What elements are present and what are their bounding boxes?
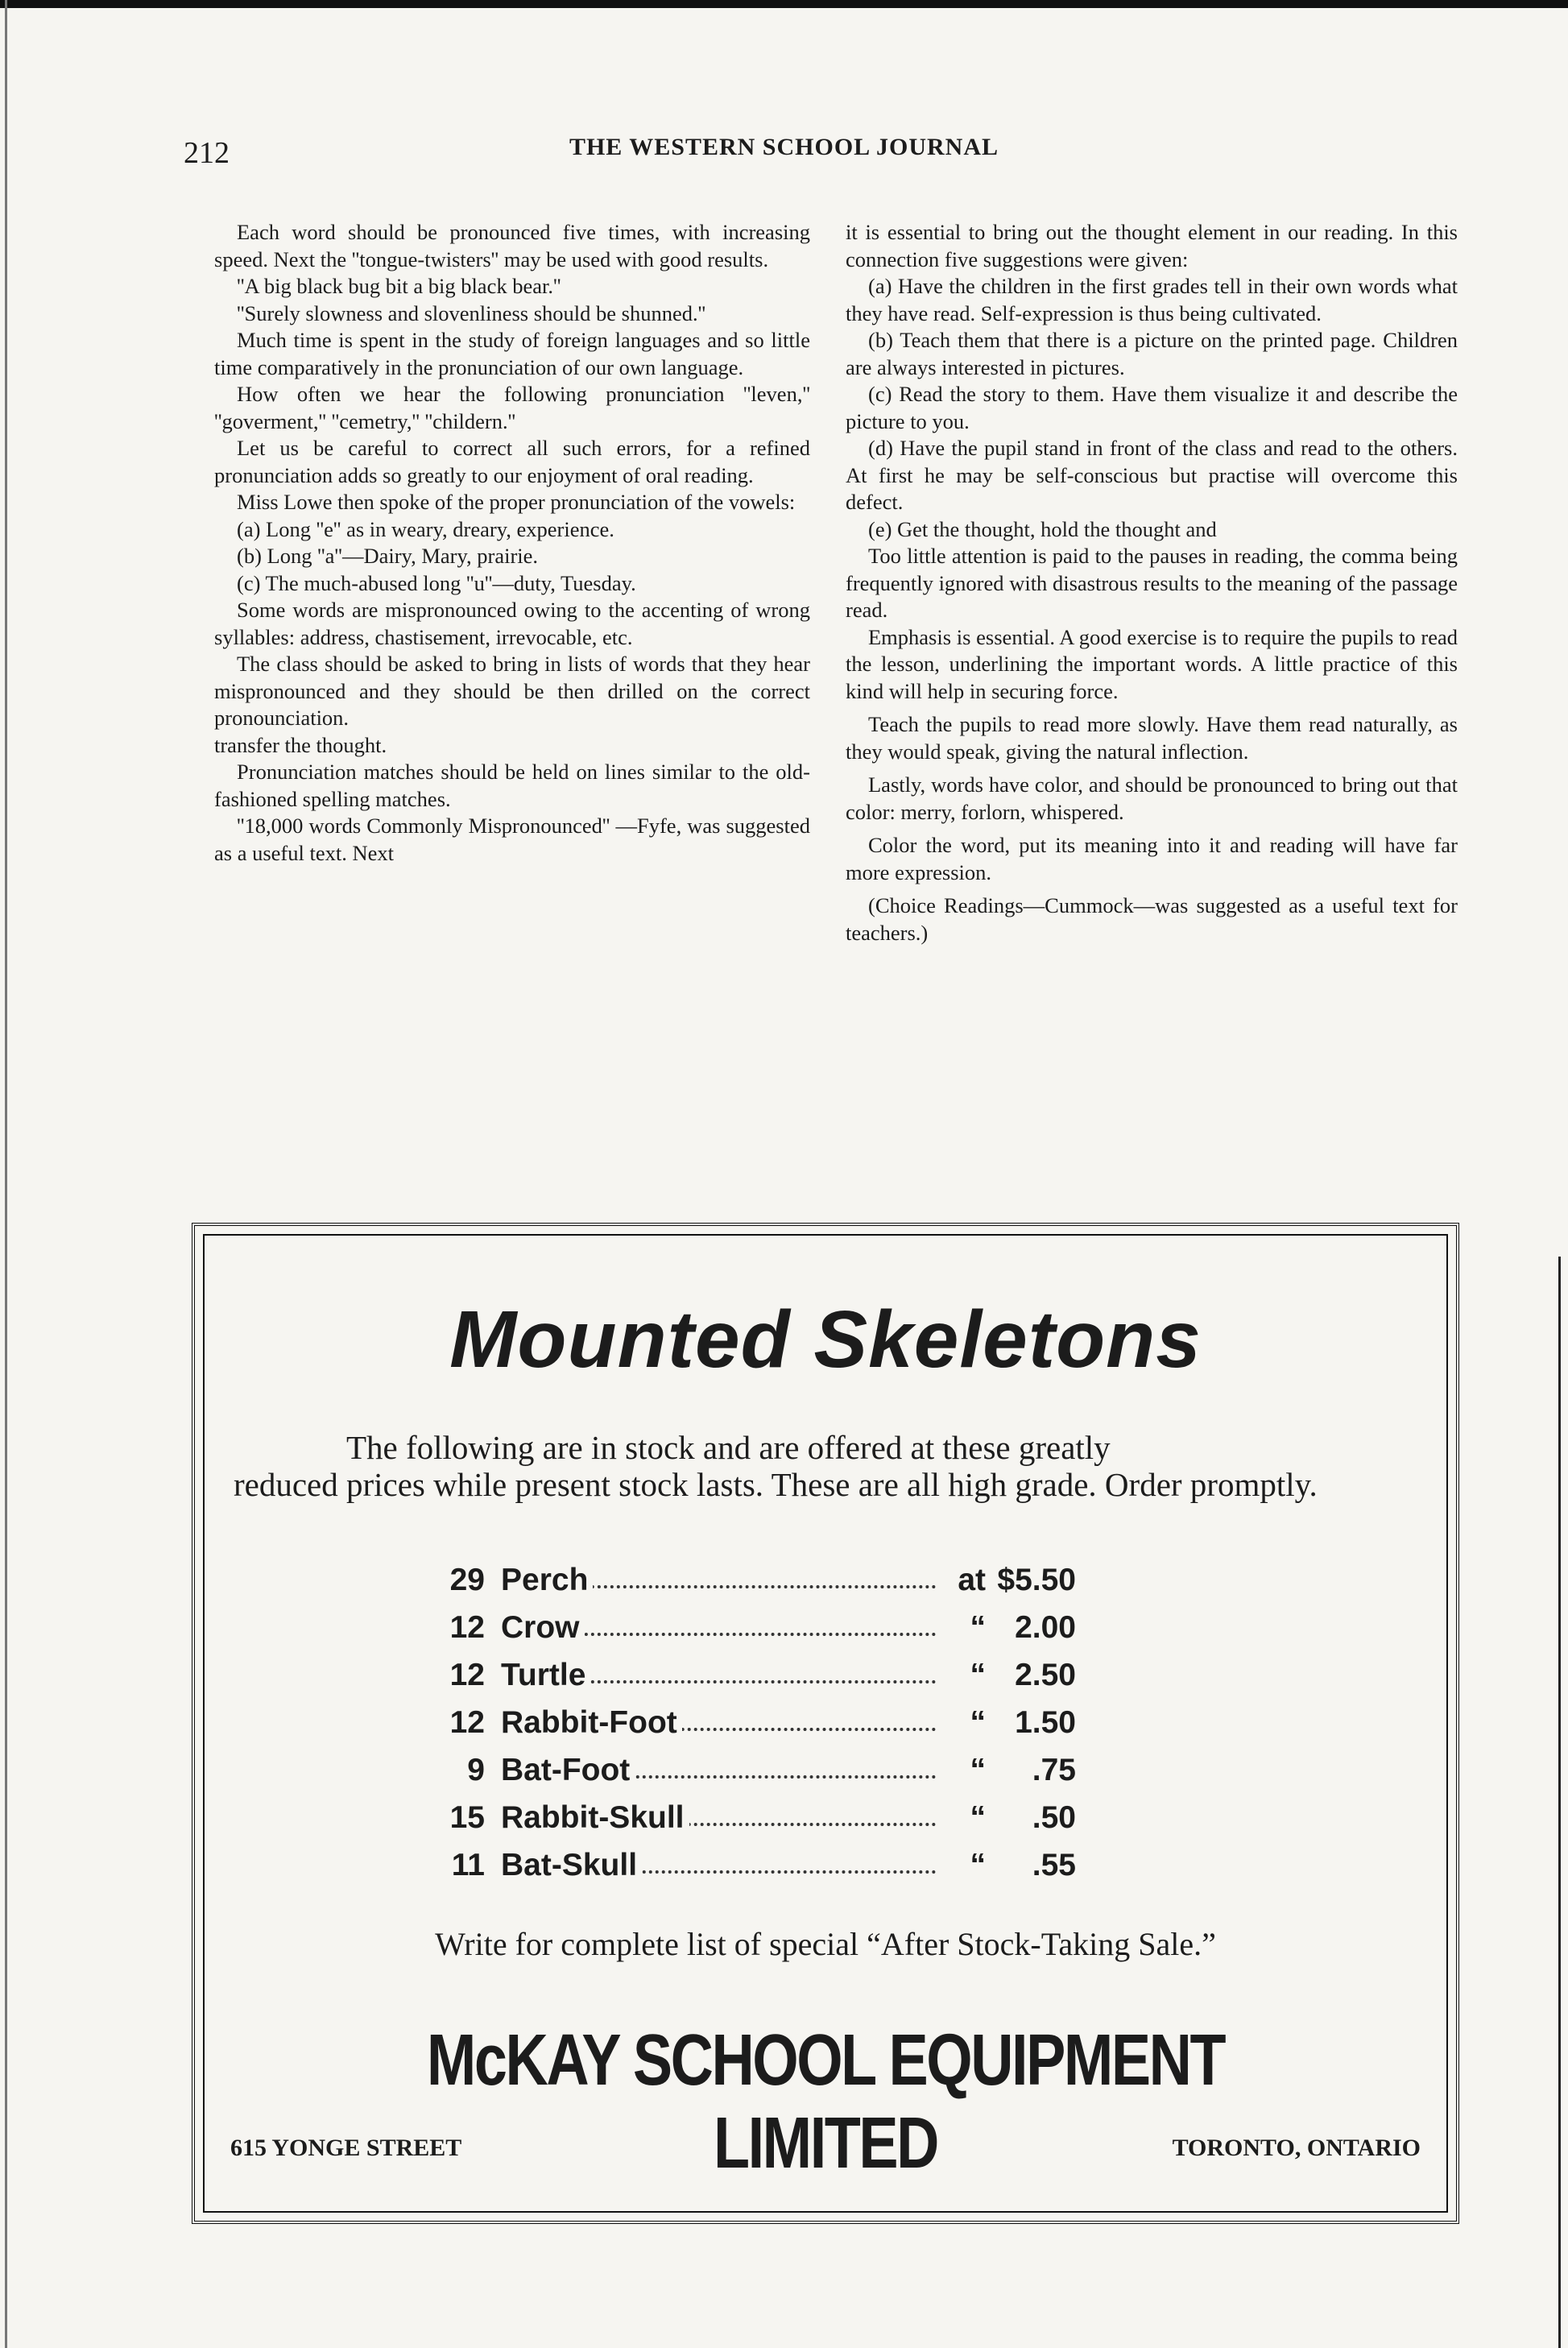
ad-intro-line: reduced prices while present stock lasts. These are all high grade. Order promptly.: [234, 1466, 1318, 1503]
item-name: Bat-Foot: [501, 1753, 635, 1787]
item-quantity: 15: [449, 1800, 485, 1835]
item-price: .75: [1032, 1753, 1076, 1787]
top-border: [0, 0, 1568, 8]
ad-title: Mounted Skeletons: [449, 1294, 1202, 1385]
paragraph: Emphasis is essential. A good exercise is to require the pupils to read the lesson, underlining the important words. A little practice of this kind will help in securing force.: [846, 624, 1458, 703]
item-name: Turtle: [501, 1658, 590, 1692]
item-quantity: 29: [449, 1563, 485, 1597]
street-address: 615 YONGE STREET: [230, 2135, 462, 2161]
item-price-prefix: “: [970, 1658, 986, 1692]
item-price: $5.50: [997, 1563, 1076, 1597]
paragraph: Each word should be pronounced five times, with increasing speed. Next the ''tongue-twisters'' may be used with good results.: [214, 220, 810, 271]
city-address: TORONTO, ONTARIO: [1172, 2135, 1421, 2161]
left-column: [214, 219, 810, 867]
paragraph: (e) Get the thought, hold the thought and: [868, 516, 1217, 541]
paragraph: (Choice Readings—Cummock—was suggested as a useful text for teachers.): [846, 893, 1458, 945]
paragraph: Lastly, words have color, and should be pronounced to bring out that color: merry, forlorn, whispered.: [846, 772, 1458, 824]
paragraph: (d) Have the pupil stand in front of the class and read to the others. At first he may be self-conscious but practise will overcome this defect.: [846, 436, 1458, 514]
item-price-prefix: “: [970, 1753, 986, 1787]
item-name: Rabbit-Foot: [501, 1705, 682, 1740]
paragraph: ''18,000 words Commonly Mispronounced'' —Fyfe, was suggested as a useful text. Next: [214, 814, 810, 865]
paragraph: it is essential to bring out the thought element in our reading. In this connection five suggestions were given:: [846, 220, 1458, 271]
price-list: [436, 1556, 1081, 1889]
price-list-item: [436, 1794, 1081, 1841]
item-price-prefix: “: [970, 1705, 986, 1740]
item-price-prefix: “: [970, 1848, 986, 1882]
paragraph: Pronunciation matches should be held on lines similar to the old-fashioned spelling matches.: [214, 760, 810, 811]
paragraph: Some words are mispronounced owing to the accenting of wrong syllables: address, chastisement, irrevocable, etc.: [214, 598, 810, 649]
paragraph: (a) Long ''e'' as in weary, dreary, experience.: [237, 516, 614, 541]
item-price: .55: [1032, 1848, 1076, 1882]
paragraph: (a) Have the children in the first grades tell in their own words what they have read. Self-expression is thus being cultivated.: [846, 274, 1458, 325]
price-list-item: [436, 1699, 1081, 1746]
paragraph: How often we hear the following pronunciation ''leven,'' ''goverment,'' ''cemetry,'' ''childern.'': [214, 382, 810, 433]
paragraph: ''A big black bug bit a big black bear.'': [237, 274, 561, 298]
price-list-item: [436, 1604, 1081, 1651]
item-quantity: 9: [467, 1753, 485, 1787]
price-list-item: [436, 1556, 1081, 1604]
item-price-prefix: at: [958, 1563, 986, 1597]
paragraph: (b) Teach them that there is a picture on the printed page. Children are always interested in pictures.: [846, 328, 1458, 379]
item-quantity: 11: [451, 1848, 485, 1882]
item-price-prefix: “: [970, 1800, 986, 1835]
item-quantity: 12: [449, 1658, 485, 1692]
paragraph: (c) Read the story to them. Have them visualize it and describe the picture to you.: [846, 382, 1458, 433]
item-price-prefix: “: [970, 1610, 986, 1645]
item-price: 2.00: [1015, 1610, 1076, 1645]
item-name: Crow: [501, 1610, 585, 1645]
paragraph: Much time is spent in the study of foreign languages and so little time comparatively in the pronunciation of our own language.: [214, 328, 810, 379]
paragraph: The class should be asked to bring in lists of words that they hear mispronounced and they should be then drilled on the correct pronounciation.: [214, 652, 810, 730]
page-number: 212: [184, 136, 230, 170]
company-name: McKAY SCHOOL EQUIPMENT LIMITED: [426, 2020, 1225, 2184]
left-edge-line: [5, 0, 7, 2348]
item-name: Perch: [501, 1563, 593, 1597]
item-quantity: 12: [449, 1705, 485, 1740]
ad-intro: [234, 1429, 1425, 1503]
price-list-item: [436, 1651, 1081, 1699]
journal-title: THE WESTERN SCHOOL JOURNAL: [569, 134, 999, 160]
paragraph: Too little attention is paid to the pauses in reading, the comma being frequently ignored with disastrous results to the meaning of the passage read.: [846, 544, 1458, 622]
paragraph: Teach the pupils to read more slowly. Have them read naturally, as they would speak, giving the natural inflection.: [846, 712, 1458, 764]
paragraph: (b) Long ''a''—Dairy, Mary, prairie.: [237, 544, 539, 568]
price-list-item: [436, 1746, 1081, 1794]
item-name: Bat-Skull: [501, 1848, 642, 1882]
paragraph: Let us be careful to correct all such errors, for a refined pronunciation adds so greatly to our enjoyment of oral reading.: [214, 436, 810, 487]
paragraph: (c) The much-abused long ''u''—duty, Tuesday.: [237, 570, 636, 595]
paragraph: Miss Lowe then spoke of the proper pronunciation of the vowels:: [237, 490, 796, 514]
right-column: [846, 219, 1458, 946]
paragraph: ''Surely slowness and slovenliness should be shunned.'': [237, 300, 706, 325]
price-list-item: [436, 1841, 1081, 1889]
ad-footer-note: Write for complete list of special “After Stock-Taking Sale.”: [435, 1926, 1216, 1962]
item-price: 2.50: [1015, 1658, 1076, 1692]
ad-intro-line: The following are in stock and are offered at these greatly: [346, 1429, 1111, 1466]
item-price: 1.50: [1015, 1705, 1076, 1740]
item-quantity: 12: [449, 1610, 485, 1645]
paragraph: transfer the thought.: [214, 732, 387, 757]
item-name: Rabbit-Skull: [501, 1800, 689, 1835]
item-price: .50: [1032, 1800, 1076, 1835]
right-edge-line: [1558, 1257, 1561, 2348]
advertisement-box: [192, 1223, 1459, 2224]
paragraph: Color the word, put its meaning into it and reading will have far more expression.: [846, 833, 1458, 884]
